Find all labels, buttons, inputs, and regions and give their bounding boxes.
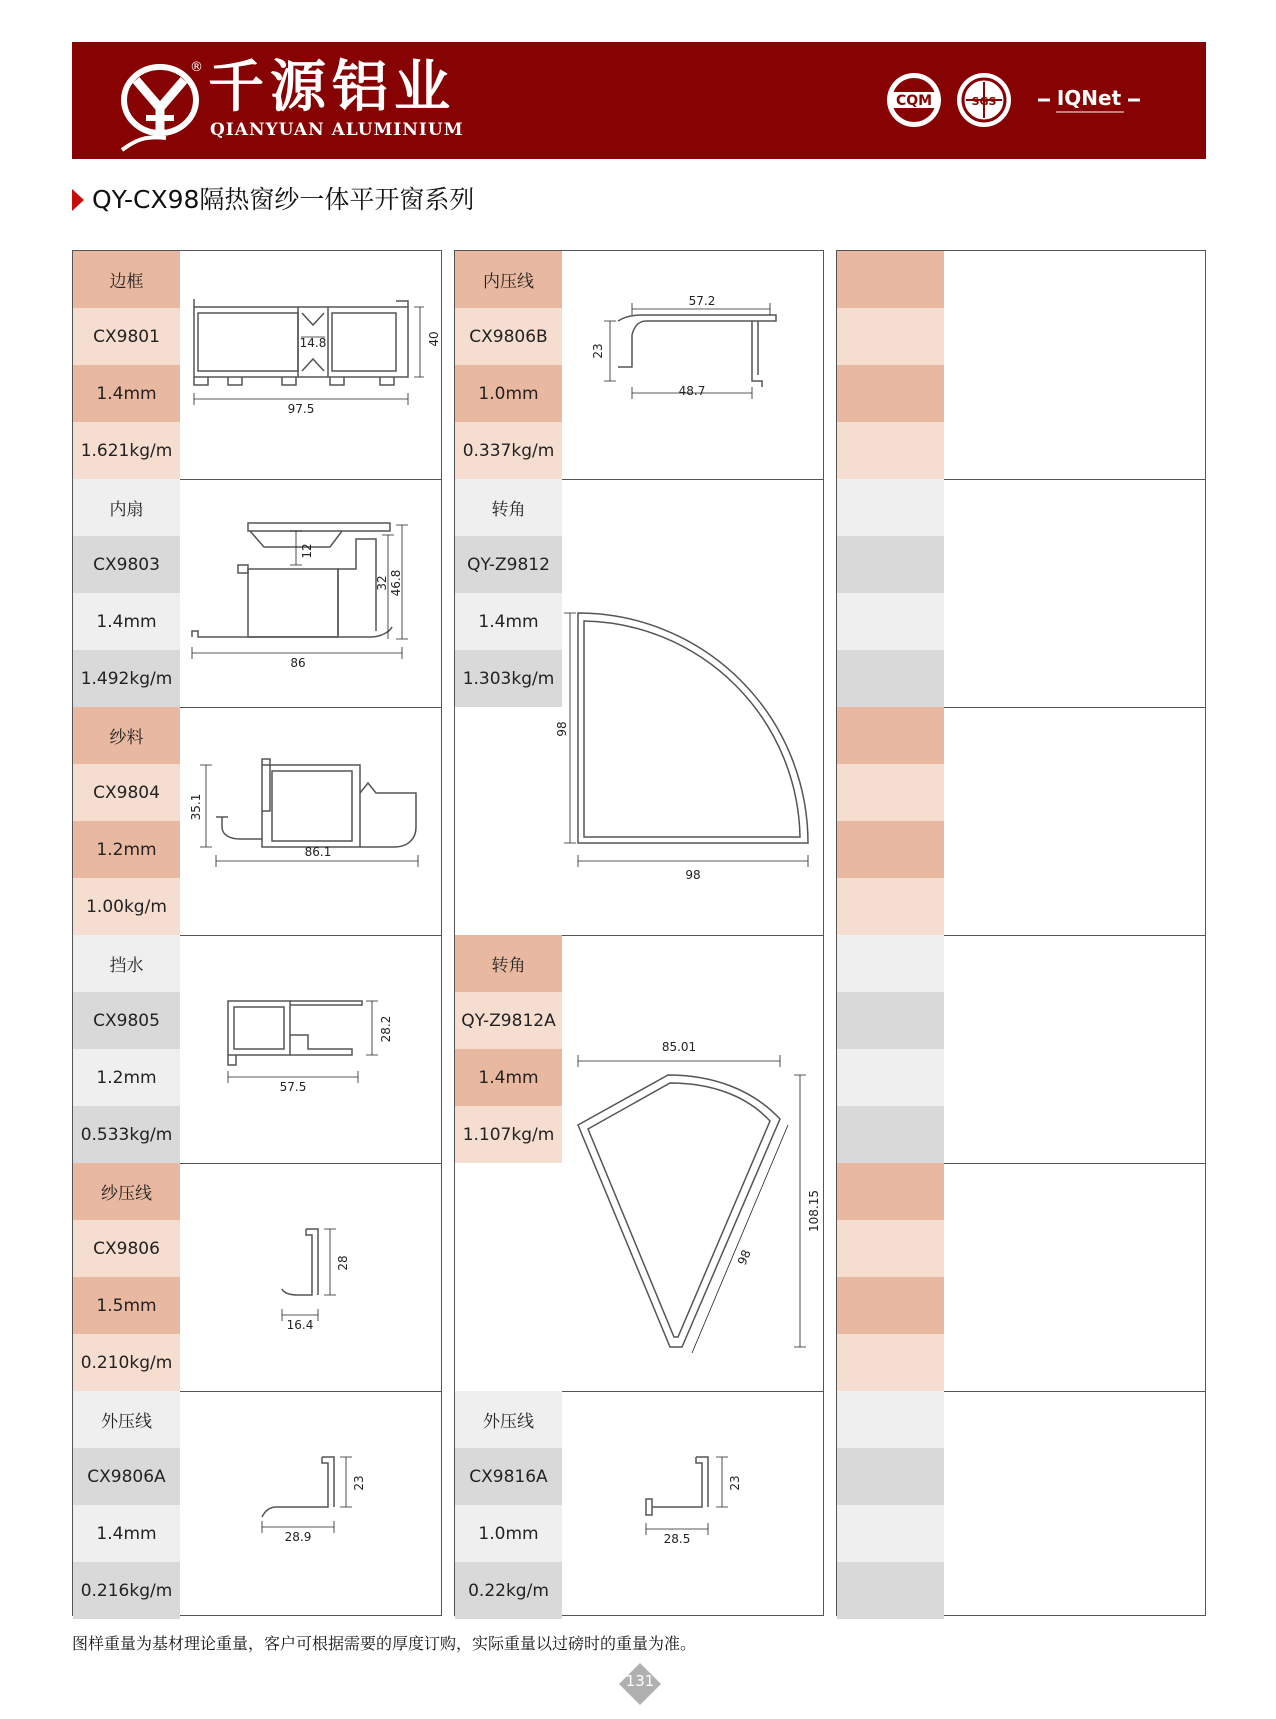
- profile-weight: 0.216kg/m: [73, 1562, 180, 1619]
- header-banner: [72, 42, 1206, 159]
- svg-text:32: 32: [375, 575, 389, 591]
- empty-cell: [837, 707, 1205, 935]
- svg-text:14.8: 14.8: [299, 336, 327, 350]
- profile-weight: 1.492kg/m: [73, 650, 180, 707]
- svg-text:40: 40: [427, 331, 441, 347]
- empty-cell: [837, 251, 1205, 479]
- profile-name: 转角: [455, 479, 562, 536]
- profile-drawing: [562, 935, 823, 1395]
- profile-drawing: [180, 479, 441, 707]
- profile-name: 纱料: [73, 707, 180, 764]
- svg-text:108.15: 108.15: [807, 1190, 821, 1232]
- profile-thickness: 1.4mm: [73, 365, 180, 422]
- svg-text:98: 98: [685, 868, 701, 882]
- profile-name: 内压线: [455, 251, 562, 308]
- profile-code: CX9805: [73, 992, 180, 1049]
- svg-text:28.5: 28.5: [663, 1532, 691, 1546]
- svg-text:86: 86: [290, 656, 306, 670]
- profile-thickness: 1.2mm: [73, 821, 180, 878]
- empty-cell: [837, 1391, 1205, 1619]
- profile-drawing: [180, 251, 441, 479]
- svg-text:23: 23: [352, 1475, 366, 1491]
- profile-cell: [73, 251, 441, 479]
- svg-text:98: 98: [734, 1247, 754, 1268]
- profile-weight: 1.621kg/m: [73, 422, 180, 479]
- profile-drawing: [562, 251, 823, 479]
- empty-cell: [837, 935, 1205, 1163]
- svg-text:57.5: 57.5: [279, 1080, 307, 1094]
- profile-column-2: [454, 250, 824, 1616]
- svg-text:16.4: 16.4: [286, 1318, 314, 1332]
- profile-name: 纱压线: [73, 1163, 180, 1220]
- profile-code: CX9816A: [455, 1448, 562, 1505]
- profile-weight: 0.533kg/m: [73, 1106, 180, 1163]
- svg-text:35.1: 35.1: [189, 793, 203, 821]
- profile-column-1: [72, 250, 442, 1616]
- profile-drawing: [555, 479, 823, 939]
- svg-text:85.01: 85.01: [661, 1040, 697, 1054]
- profile-cell: [73, 707, 441, 935]
- profile-drawing: [562, 1391, 823, 1619]
- brand-name-en: QIANYUAN ALUMINIUM: [210, 120, 464, 140]
- profile-drawing: [180, 1163, 441, 1391]
- profile-code: CX9803: [73, 536, 180, 593]
- registered-mark: ®: [190, 60, 203, 75]
- profile-cell: [73, 1391, 441, 1619]
- svg-text:46.8: 46.8: [389, 569, 403, 597]
- profile-code: CX9806: [73, 1220, 180, 1277]
- profile-thickness: 1.0mm: [455, 1505, 562, 1562]
- profile-drawing: [180, 707, 441, 935]
- profile-thickness: 1.0mm: [455, 365, 562, 422]
- profile-cell: [73, 479, 441, 707]
- profile-name: 挡水: [73, 935, 180, 992]
- profile-code: CX9806B: [455, 308, 562, 365]
- svg-text:86.1: 86.1: [304, 845, 332, 859]
- profile-cell: [455, 935, 823, 1391]
- svg-text:28.9: 28.9: [284, 1530, 312, 1544]
- iqnet-certification-icon: [1034, 76, 1144, 124]
- profile-name: 转角: [455, 935, 562, 992]
- profile-name: 边框: [73, 251, 180, 308]
- profile-drawing: [180, 935, 441, 1163]
- svg-text:23: 23: [591, 343, 605, 359]
- svg-text:IQNet: IQNet: [1056, 86, 1122, 110]
- profile-thickness: 1.5mm: [73, 1277, 180, 1334]
- profile-cell: [455, 251, 823, 479]
- svg-text:CQM: CQM: [895, 93, 933, 109]
- profile-thickness: 1.4mm: [455, 1049, 562, 1106]
- profile-thickness: 1.4mm: [455, 593, 562, 650]
- svg-text:28.2: 28.2: [379, 1015, 393, 1043]
- profile-thickness: 1.4mm: [73, 593, 180, 650]
- profile-column-3: [836, 250, 1206, 1616]
- footnote: 图样重量为基材理论重量，客户可根据需要的厚度订购，实际重量以过磅时的重量为准。: [72, 1634, 697, 1653]
- svg-text:98: 98: [555, 721, 569, 737]
- cqm-certification-icon: [884, 70, 944, 130]
- empty-cell: [837, 1163, 1205, 1391]
- profile-weight: 0.22kg/m: [455, 1562, 562, 1619]
- profile-weight: 0.210kg/m: [73, 1334, 180, 1391]
- profile-cell: [455, 479, 823, 935]
- profile-drawing: [180, 1391, 441, 1619]
- profile-cell: [455, 1391, 823, 1619]
- profile-cell: [73, 935, 441, 1163]
- svg-text:48.7: 48.7: [678, 384, 706, 398]
- profile-weight: 0.337kg/m: [455, 422, 562, 479]
- empty-cell: [837, 479, 1205, 707]
- svg-text:57.2: 57.2: [688, 294, 716, 308]
- title-arrow-icon: [72, 189, 84, 211]
- profile-weight: 1.00kg/m: [73, 878, 180, 935]
- profile-weight: 1.107kg/m: [455, 1106, 562, 1163]
- profile-name: 内扇: [73, 479, 180, 536]
- profile-name: 外压线: [455, 1391, 562, 1448]
- svg-text:12: 12: [300, 543, 314, 559]
- svg-text:28: 28: [336, 1255, 350, 1271]
- brand-name-cn: 千源铝业: [208, 55, 456, 120]
- profile-code: CX9801: [73, 308, 180, 365]
- profile-thickness: 1.2mm: [73, 1049, 180, 1106]
- profile-weight: 1.303kg/m: [455, 650, 562, 707]
- profile-cell: [73, 1163, 441, 1391]
- profile-code: CX9806A: [73, 1448, 180, 1505]
- profile-name: 外压线: [73, 1391, 180, 1448]
- profile-code: QY-Z9812: [455, 536, 562, 593]
- profile-code: CX9804: [73, 764, 180, 821]
- svg-text:97.5: 97.5: [287, 402, 315, 416]
- svg-text:23: 23: [728, 1475, 742, 1491]
- svg-text:SGS: SGS: [971, 95, 997, 108]
- sgs-certification-icon: [954, 70, 1014, 130]
- page-title: QY-CX98隔热窗纱一体平开窗系列: [92, 185, 475, 214]
- profile-thickness: 1.4mm: [73, 1505, 180, 1562]
- page-number: 131: [625, 1672, 655, 1690]
- profile-code: QY-Z9812A: [455, 992, 562, 1049]
